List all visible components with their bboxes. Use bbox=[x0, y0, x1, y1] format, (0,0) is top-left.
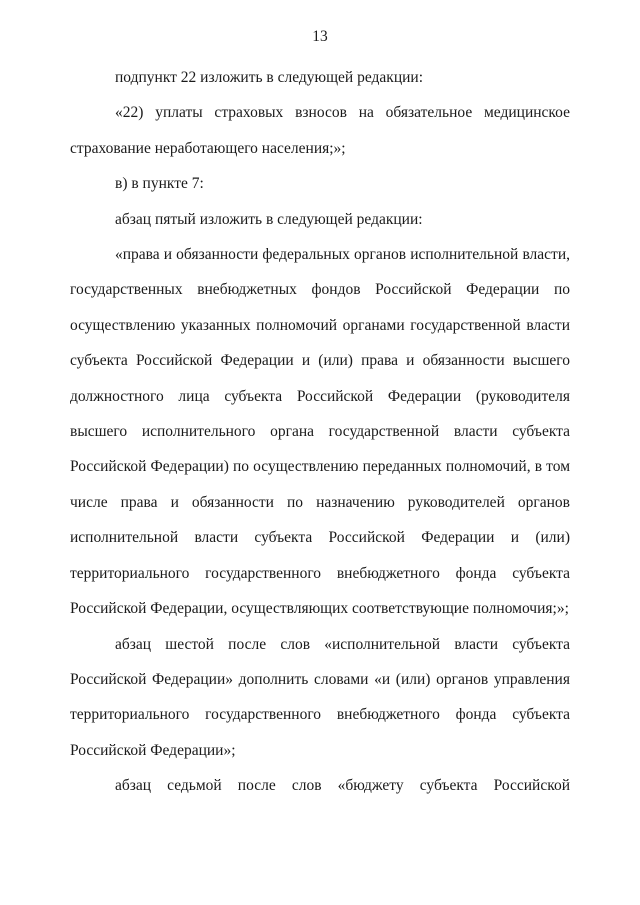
text-line: Российской Федерации, осуществляющих соответствующие полномочия;»; bbox=[70, 600, 569, 618]
text-line: абзац седьмой после слов «бюджету субъекта Российской bbox=[115, 777, 570, 795]
text-line: территориального государственного внебюджетного фонда субъекта bbox=[70, 564, 570, 582]
text-line: должностного лица субъекта Российской Федерации (руководителя bbox=[70, 387, 570, 405]
text-line: исполнительной власти субъекта Российской Федерации и (или) bbox=[70, 529, 570, 547]
text-line: числе права и обязанности по назначению руководителей органов bbox=[70, 493, 570, 511]
text-line: Российской Федерации»; bbox=[70, 741, 236, 759]
text-line: «22) уплаты страховых взносов на обязательное медицинское bbox=[115, 104, 570, 122]
text-line: абзац пятый изложить в следующей редакции: bbox=[115, 210, 423, 228]
text-line: территориального государственного внебюджетного фонда субъекта bbox=[70, 706, 570, 724]
paragraph bbox=[70, 627, 570, 769]
paragraph bbox=[70, 237, 570, 626]
paragraph bbox=[70, 95, 570, 166]
text-line: высшего исполнительного органа государственной власти субъекта bbox=[70, 423, 570, 441]
text-line: осуществлению указанных полномочий органами государственной власти bbox=[70, 316, 570, 334]
text-line: субъекта Российской Федерации и (или) права и обязанности высшего bbox=[70, 352, 570, 370]
text-line: подпункт 22 изложить в следующей редакции: bbox=[115, 69, 424, 86]
paragraph bbox=[70, 166, 570, 201]
text-line: абзац шестой после слов «исполнительной власти субъекта bbox=[115, 635, 570, 653]
text-line: страхование неработающего населения;»; bbox=[70, 139, 346, 157]
text-line: Российской Федерации) по осуществлению переданных полномочий, в том bbox=[70, 458, 570, 476]
text-line: в) в пункте 7: bbox=[115, 175, 204, 193]
paragraph bbox=[70, 60, 570, 95]
paragraph bbox=[70, 202, 570, 237]
document-body bbox=[70, 60, 570, 804]
text-line: Российской Федерации» дополнить словами «и (или) органов управления bbox=[70, 670, 570, 688]
text-line: «права и обязанности федеральных органов исполнительной власти, bbox=[115, 246, 570, 264]
page-number: 13 bbox=[312, 28, 328, 45]
paragraph bbox=[70, 768, 570, 803]
text-line: государственных внебюджетных фондов Российской Федерации по bbox=[70, 281, 570, 299]
